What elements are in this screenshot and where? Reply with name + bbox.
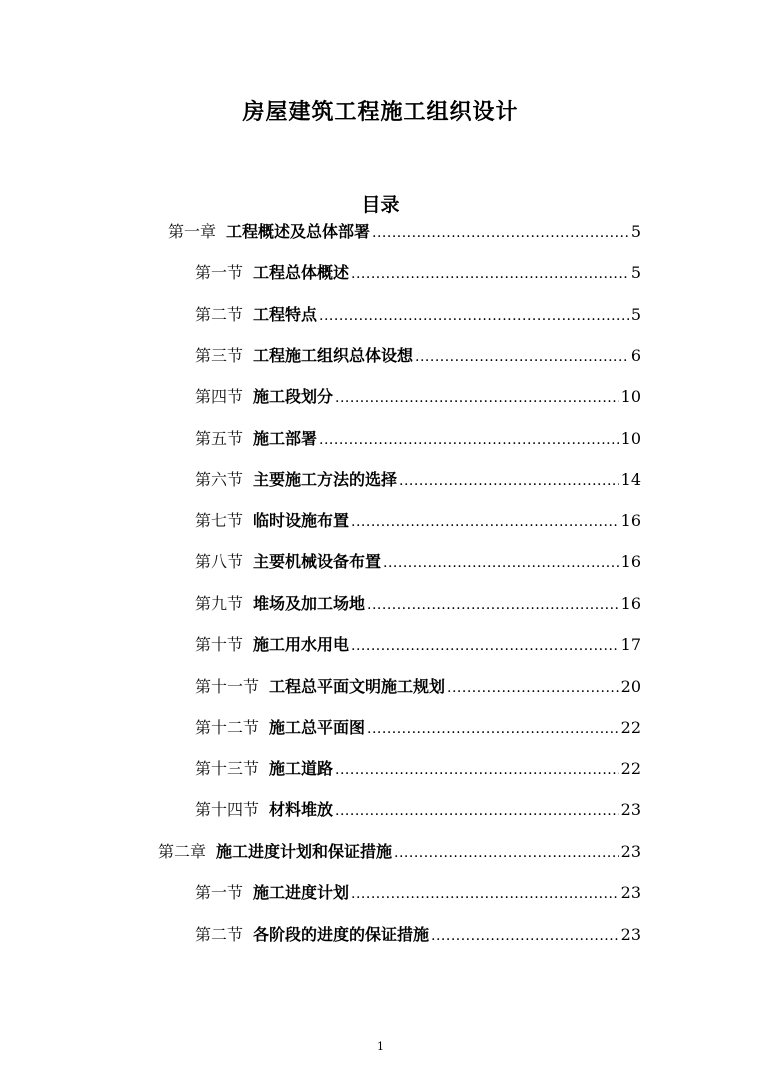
toc-entry-number: 第四节 bbox=[195, 387, 244, 406]
toc-entry-section[interactable] bbox=[195, 262, 641, 284]
toc-entry-page: 6 bbox=[630, 346, 641, 365]
toc-entry-section[interactable] bbox=[195, 758, 641, 780]
toc-entry-section[interactable] bbox=[195, 924, 641, 946]
toc-entry-title: 工程总体概述 bbox=[253, 263, 350, 282]
toc-entry-title: 施工总平面图 bbox=[269, 718, 366, 737]
toc-entry-section[interactable] bbox=[195, 345, 641, 367]
toc-dot-leader bbox=[351, 263, 629, 285]
toc-entry-number: 第二章 bbox=[158, 842, 207, 861]
toc-entry-page: 16 bbox=[620, 511, 641, 530]
toc-entry-title: 主要施工方法的选择 bbox=[253, 470, 398, 489]
toc-entry-title: 工程总平面文明施工规划 bbox=[269, 677, 446, 696]
toc-entry-title: 主要机械设备布置 bbox=[253, 552, 382, 571]
toc-dot-leader bbox=[319, 305, 629, 327]
toc-entry-title: 工程施工组织总体设想 bbox=[253, 346, 414, 365]
toc-dot-leader bbox=[367, 594, 619, 616]
toc-entry-title: 施工进度计划和保证措施 bbox=[216, 842, 393, 861]
toc-entry-number: 第十四节 bbox=[195, 800, 260, 819]
toc-entry-number: 第一节 bbox=[195, 263, 244, 282]
toc-entry-section[interactable] bbox=[195, 717, 641, 739]
toc-dot-leader bbox=[335, 387, 619, 409]
toc-entry-page: 16 bbox=[620, 552, 641, 571]
toc-entry-number: 第三节 bbox=[195, 346, 244, 365]
toc-entry-number: 第一节 bbox=[195, 883, 244, 902]
toc-entry-section[interactable] bbox=[195, 510, 641, 532]
toc-entry-number: 第七节 bbox=[195, 511, 244, 530]
toc-entry-section[interactable] bbox=[195, 676, 641, 698]
toc-entry-number: 第二节 bbox=[195, 305, 244, 324]
toc-entry-section[interactable] bbox=[195, 634, 641, 656]
toc-dot-leader bbox=[351, 635, 619, 657]
toc-dot-leader bbox=[447, 677, 619, 699]
toc-entry-number: 第十一节 bbox=[195, 677, 260, 696]
toc-entry-title: 临时设施布置 bbox=[253, 511, 350, 530]
toc-entry-page: 20 bbox=[620, 677, 641, 696]
toc-entry-number: 第八节 bbox=[195, 552, 244, 571]
toc-entry-page: 23 bbox=[620, 800, 641, 819]
toc-entry-chapter-2[interactable] bbox=[158, 841, 641, 863]
document-title: 房屋建筑工程施工组织设计 bbox=[242, 100, 519, 125]
toc-entry-chapter-1[interactable] bbox=[168, 221, 641, 243]
toc-entry-page: 22 bbox=[620, 759, 641, 778]
toc-entry-section[interactable] bbox=[195, 799, 641, 821]
toc-entry-number: 第二节 bbox=[195, 925, 244, 944]
toc-entry-title: 施工道路 bbox=[269, 759, 334, 778]
toc-dot-leader bbox=[351, 511, 619, 533]
toc-dot-leader bbox=[335, 759, 619, 781]
toc-entry-number: 第十三节 bbox=[195, 759, 260, 778]
toc-dot-leader bbox=[335, 800, 619, 822]
toc-dot-leader bbox=[351, 883, 619, 905]
toc-entry-number: 第十二节 bbox=[195, 718, 260, 737]
toc-dot-leader bbox=[399, 470, 619, 492]
toc-entry-page: 22 bbox=[620, 718, 641, 737]
toc-entry-title: 施工进度计划 bbox=[253, 883, 350, 902]
toc-entry-page: 23 bbox=[620, 842, 641, 861]
toc-entry-title: 工程概述及总体部署 bbox=[226, 222, 371, 241]
page-number: 1 bbox=[377, 1040, 384, 1053]
toc-entry-title: 工程特点 bbox=[253, 305, 318, 324]
toc-entry-number: 第一章 bbox=[168, 222, 217, 241]
toc-entry-section[interactable] bbox=[195, 551, 641, 573]
toc-entry-section[interactable] bbox=[195, 304, 641, 326]
toc-entry-title: 施工用水用电 bbox=[253, 635, 350, 654]
toc-entry-title: 材料堆放 bbox=[269, 800, 334, 819]
toc-entry-title: 施工段划分 bbox=[253, 387, 334, 406]
toc-entry-section[interactable] bbox=[195, 469, 641, 491]
toc-dot-leader bbox=[383, 552, 619, 574]
toc-entry-page: 10 bbox=[620, 387, 641, 406]
toc-entry-title: 施工部署 bbox=[253, 429, 318, 448]
toc-dot-leader bbox=[319, 429, 619, 451]
toc-entry-page: 23 bbox=[620, 883, 641, 902]
toc-entry-title: 各阶段的进度的保证措施 bbox=[253, 925, 430, 944]
toc-entry-page: 5 bbox=[630, 263, 641, 282]
toc-entry-number: 第九节 bbox=[195, 594, 244, 613]
toc-entry-page: 17 bbox=[620, 635, 641, 654]
toc-dot-leader bbox=[415, 346, 629, 368]
toc-entry-page: 14 bbox=[620, 470, 641, 489]
toc-dot-leader bbox=[367, 718, 619, 740]
toc-entry-page: 16 bbox=[620, 594, 641, 613]
toc-entry-page: 23 bbox=[620, 925, 641, 944]
toc-entry-title: 堆场及加工场地 bbox=[253, 594, 366, 613]
toc-entry-page: 5 bbox=[630, 222, 641, 241]
toc-dot-leader bbox=[394, 842, 619, 864]
toc-entry-number: 第十节 bbox=[195, 635, 244, 654]
toc-dot-leader bbox=[431, 925, 619, 947]
toc-heading: 目录 bbox=[361, 194, 400, 216]
toc-entry-section[interactable] bbox=[195, 386, 641, 408]
toc-entry-page: 5 bbox=[630, 305, 641, 324]
toc-entry-section[interactable] bbox=[195, 882, 641, 904]
toc-dot-leader bbox=[372, 222, 629, 244]
toc-entry-page: 10 bbox=[620, 429, 641, 448]
toc-entry-number: 第五节 bbox=[195, 429, 244, 448]
toc-entry-section[interactable] bbox=[195, 428, 641, 450]
toc-entry-number: 第六节 bbox=[195, 470, 244, 489]
toc-entry-section[interactable] bbox=[195, 593, 641, 615]
